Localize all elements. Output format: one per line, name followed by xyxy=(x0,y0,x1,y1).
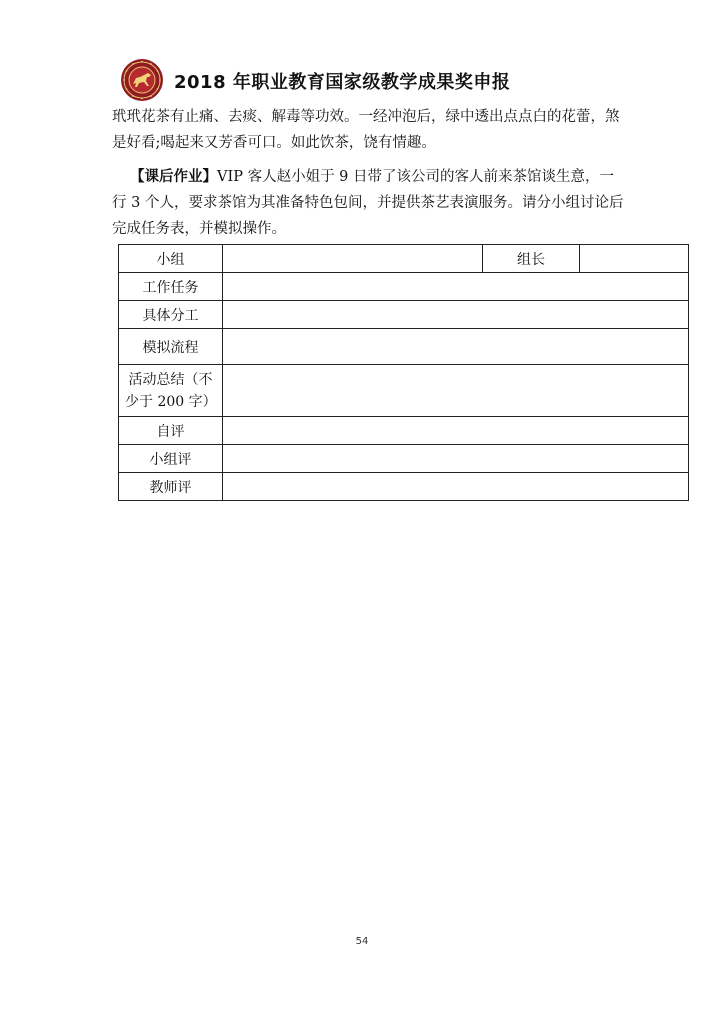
table-row xyxy=(119,329,689,365)
paragraph-line: 玳玳花茶有止痛、去痰、解毒等功效。一经冲泡后，绿中透出点点白的花蕾，煞 xyxy=(112,109,620,125)
table-row xyxy=(119,273,689,301)
leader-label-cell: 组长 xyxy=(483,245,580,273)
table-row xyxy=(119,245,689,273)
tea-description-paragraph xyxy=(112,104,622,156)
homework-first-line xyxy=(112,164,622,190)
homework-tag: 【课后作业】 xyxy=(130,168,217,185)
row-label-group-eval: 小组评 xyxy=(119,445,223,473)
homework-paragraph xyxy=(112,164,622,242)
task-table xyxy=(118,244,689,501)
school-emblem-logo xyxy=(120,58,164,102)
table-row xyxy=(119,365,689,417)
summary-value-cell[interactable] xyxy=(223,365,689,417)
paragraph-line: VIP 客人赵小姐于 9 日带了该公司的客人前来茶馆谈生意，一 xyxy=(217,169,615,185)
summary-label-line: 少于 200 字） xyxy=(125,393,217,410)
page-number: 54 xyxy=(355,936,369,947)
row-label-self-eval: 自评 xyxy=(119,417,223,445)
table-row xyxy=(119,417,689,445)
summary-label-line: 活动总结（不 xyxy=(128,371,213,388)
division-value-cell[interactable] xyxy=(223,301,689,329)
leader-value-cell[interactable] xyxy=(580,245,689,273)
page-header xyxy=(120,58,620,102)
work-task-value-cell[interactable] xyxy=(223,273,689,301)
group-label-cell: 小组 xyxy=(119,245,223,273)
paragraph-line: 行 3 个人，要求茶馆为其准备特色包间，并提供茶艺表演服务。请分小组讨论后 xyxy=(112,195,624,211)
table-row xyxy=(119,301,689,329)
header-title: 2018 年职业教育国家级教学成果奖申报 xyxy=(174,72,511,93)
row-label-division: 具体分工 xyxy=(119,301,223,329)
self-eval-value-cell[interactable] xyxy=(223,417,689,445)
paragraph-line: 是好看;喝起来又芳香可口。如此饮茶，饶有情趣。 xyxy=(112,135,436,151)
row-label-work-task: 工作任务 xyxy=(119,273,223,301)
teacher-eval-value-cell[interactable] xyxy=(223,473,689,501)
table-row xyxy=(119,445,689,473)
row-label-teacher-eval: 教师评 xyxy=(119,473,223,501)
paragraph-line: 完成任务表，并模拟操作。 xyxy=(112,221,286,237)
row-label-summary xyxy=(119,365,223,417)
simulation-value-cell[interactable] xyxy=(223,329,689,365)
table-row xyxy=(119,473,689,501)
group-value-cell[interactable] xyxy=(223,245,483,273)
row-label-simulation: 模拟流程 xyxy=(119,329,223,365)
group-eval-value-cell[interactable] xyxy=(223,445,689,473)
